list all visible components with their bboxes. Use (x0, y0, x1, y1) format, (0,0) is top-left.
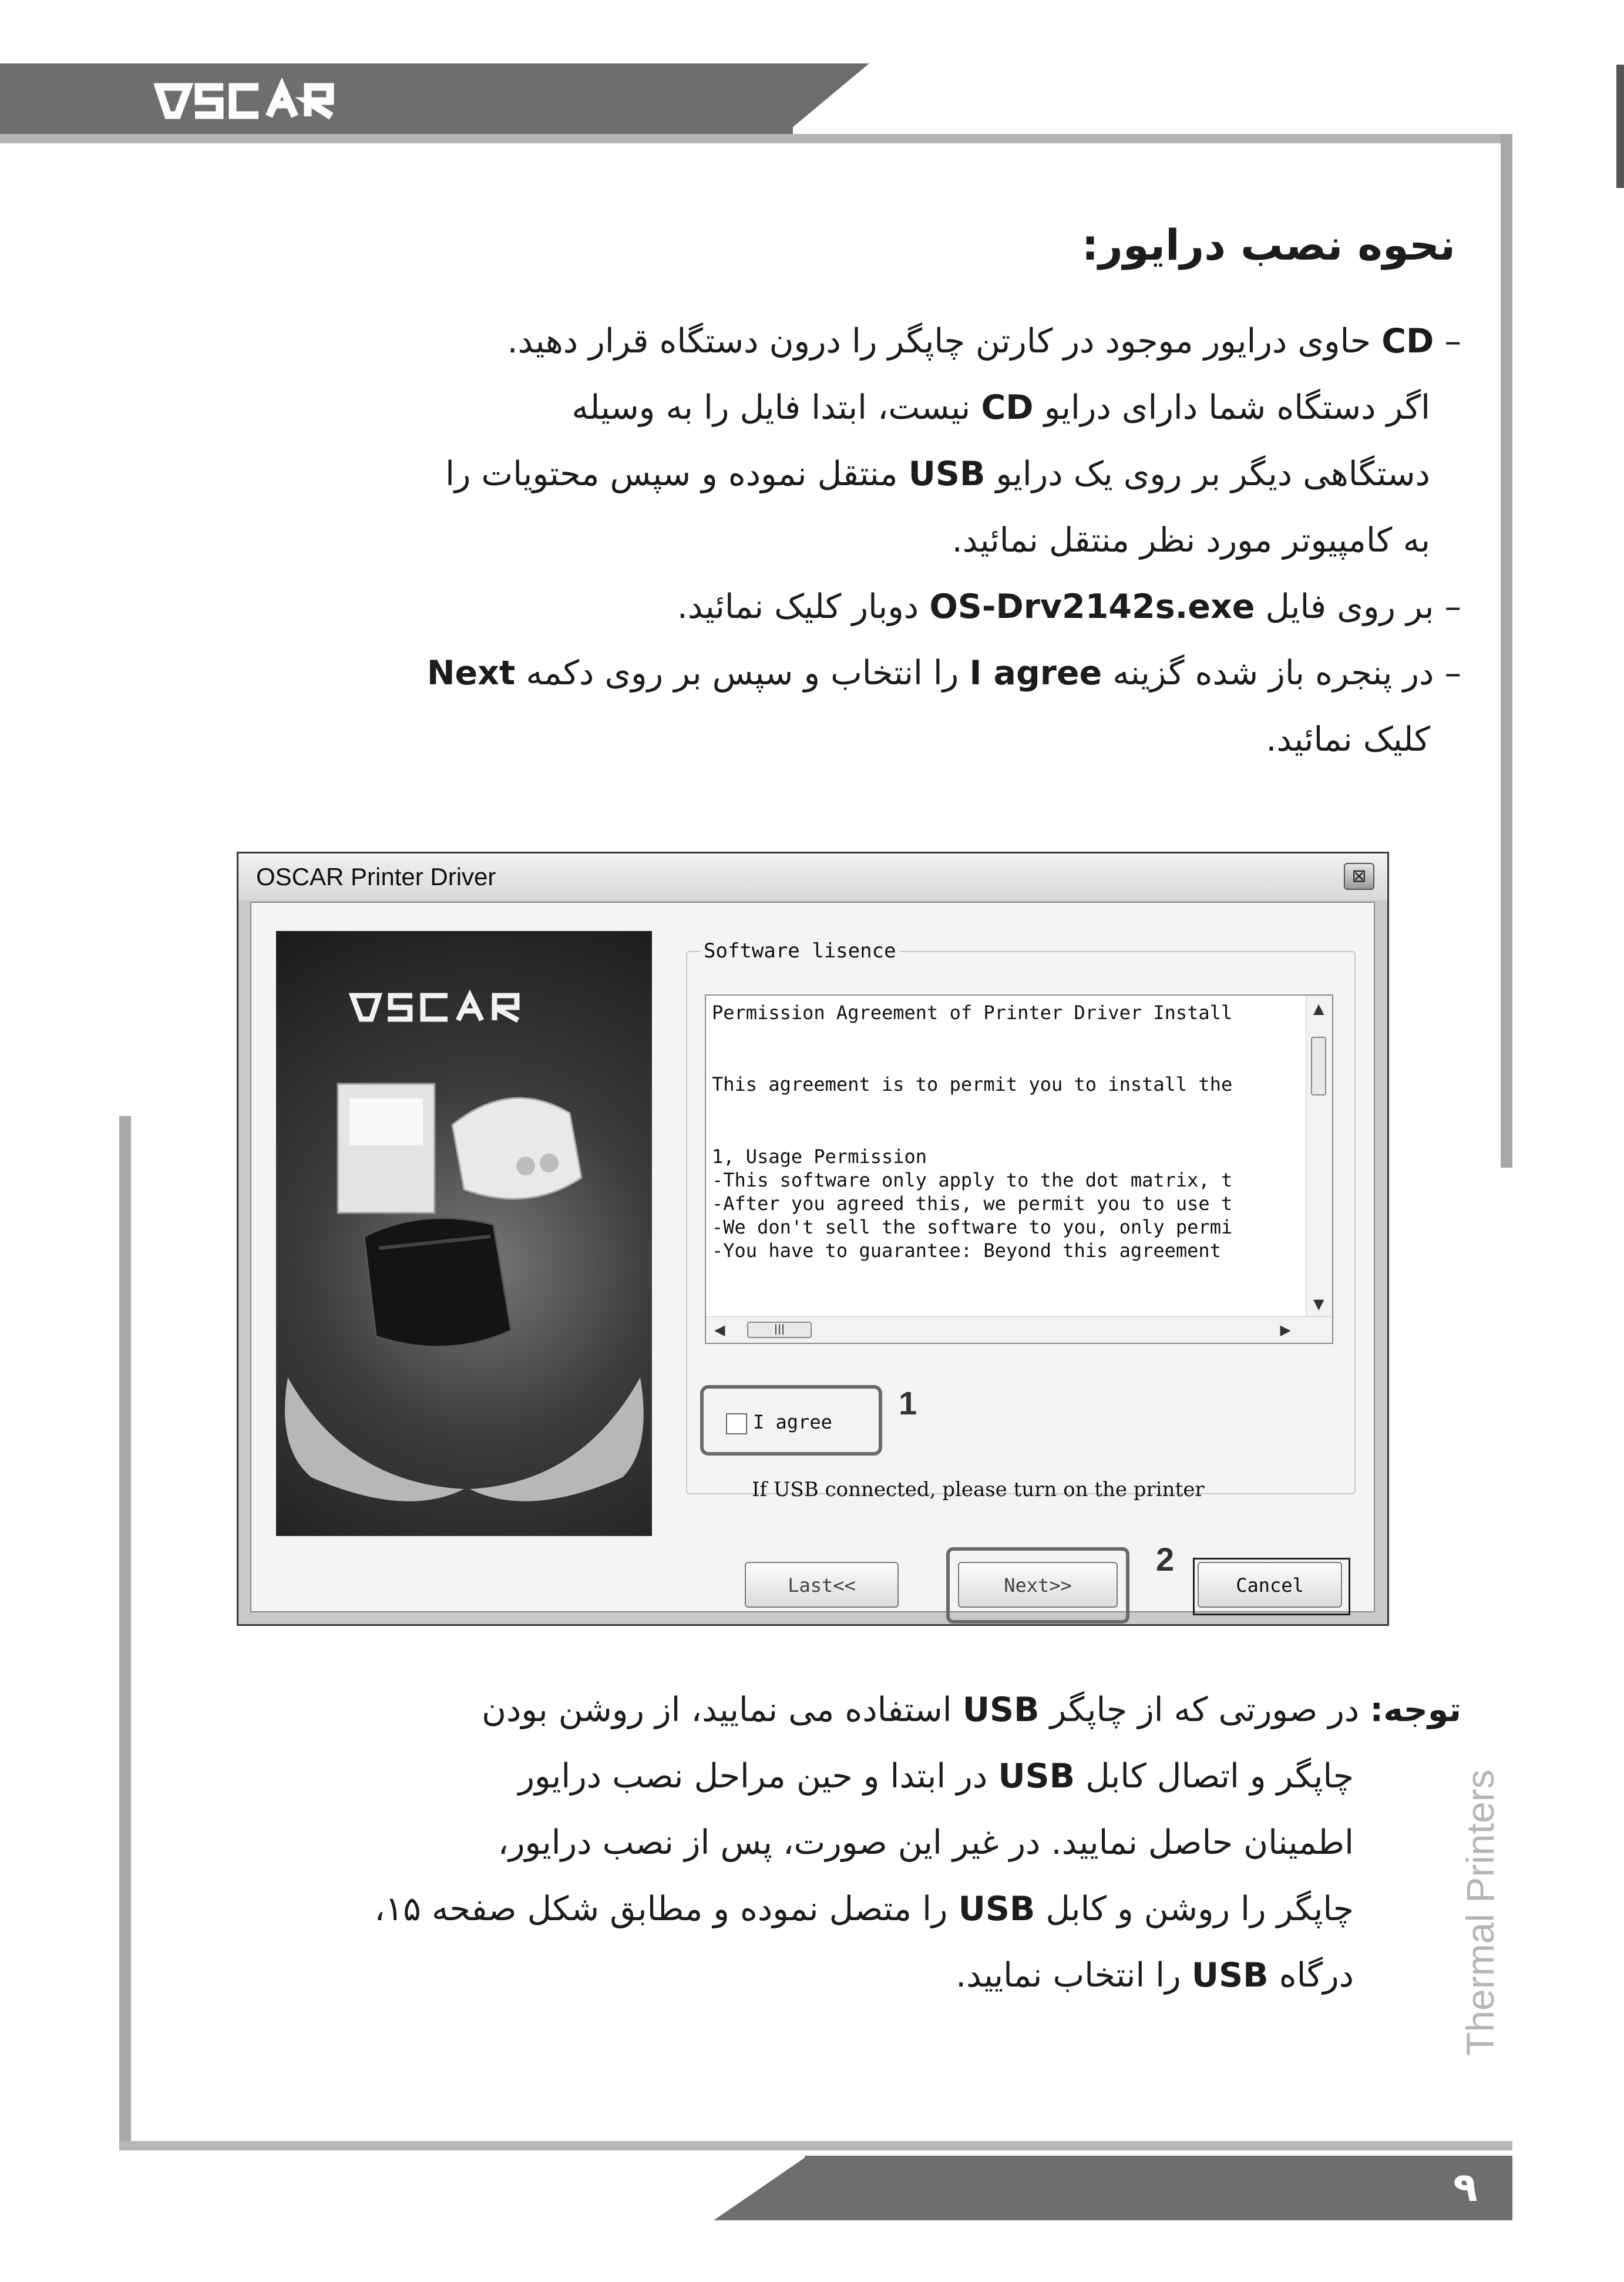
usb-term: USB (998, 1757, 1075, 1796)
note-line4 (32, 1876, 1354, 1942)
scroll-up-icon[interactable]: ▲ (1313, 1000, 1324, 1017)
next-button[interactable]: Next>> (958, 1562, 1118, 1608)
driver-file-name: OS-Drv2142s.exe (929, 587, 1255, 626)
side-label: Thermal Printers (1458, 1769, 1502, 2056)
step2-text-b: دوبار کلیک نمائید. (677, 587, 919, 626)
note-line2 (32, 1743, 1354, 1810)
right-frame-bar (1501, 134, 1512, 1168)
step1-text-c: نیست، ابتدا فایل را به وسیله (571, 388, 971, 427)
oscar-logo (154, 69, 365, 131)
vertical-scroll-thumb[interactable] (1311, 1037, 1326, 1095)
i-agree-label[interactable]: I agree (753, 1411, 832, 1433)
note-text: چاپگر و اتصال کابل (1085, 1757, 1354, 1796)
step1-text-d: دستگاهی دیگر بر روی یک درایو (996, 455, 1430, 493)
license-line: -After you agreed this, we permit you to use t (712, 1192, 1233, 1215)
step1-text-f: به کامپیوتر مورد نظر منتقل نمائید. (951, 521, 1430, 560)
i-agree-checkbox[interactable] (726, 1413, 747, 1434)
usb-term: USB (908, 455, 986, 493)
step2-line (140, 574, 1461, 640)
note-text: در ابتدا و حین مراحل نصب درایور (518, 1757, 988, 1796)
step3-text-c: کلیک نمائید. (1266, 720, 1430, 759)
dialog-title-bar (238, 853, 1387, 900)
note-line5 (32, 1942, 1354, 2009)
usb-term: USB (958, 1890, 1035, 1928)
printer-products-illustration (276, 931, 652, 1536)
note-text: را انتخاب نمایید. (956, 1956, 1181, 1995)
i-agree-term: I agree (969, 654, 1102, 693)
scroll-left-icon[interactable]: ◀ (714, 1322, 725, 1338)
next-term: Next (426, 654, 516, 693)
license-line: 1, Usage Permission (712, 1145, 927, 1168)
page-number: ۹ (1453, 2165, 1478, 2211)
callout-number-2: 2 (1156, 1541, 1175, 1578)
note-line1 (140, 1677, 1461, 1743)
license-legend: Software lisence (700, 939, 900, 963)
step1-line3 (109, 441, 1430, 508)
step1-line4 (109, 508, 1430, 574)
header-rule (0, 134, 1512, 143)
cd-term: CD (1381, 322, 1434, 361)
page-edge-stripe (1616, 65, 1624, 188)
step2-text-a: بر روی فایل (1265, 587, 1434, 626)
step3-line2 (109, 707, 1430, 773)
callout-number-1: 1 (899, 1384, 917, 1421)
cancel-button[interactable]: Cancel (1198, 1562, 1342, 1608)
note-text: را متصل نموده و مطابق شکل صفحه ۱۵، (374, 1890, 948, 1928)
installer-dialog-screenshot (237, 852, 1389, 1626)
usb-note: If USB connected, please turn on the printer (752, 1478, 1205, 1501)
step1-line1 (140, 308, 1461, 375)
vertical-scrollbar[interactable] (1306, 996, 1332, 1343)
bullet: – (1444, 654, 1461, 693)
license-line: -This software only apply to the dot matrix, t (712, 1169, 1233, 1191)
bullet: – (1444, 322, 1461, 361)
scroll-down-icon[interactable]: ▼ (1313, 1296, 1324, 1312)
scroll-right-icon[interactable]: ▶ (1280, 1322, 1291, 1338)
note-line3 (32, 1810, 1354, 1876)
horizontal-scrollbar[interactable] (706, 1316, 1332, 1343)
step1-text-e: منتقل نموده و سپس محتویات را (445, 455, 898, 493)
note-label: توجه: (1370, 1691, 1461, 1729)
close-icon[interactable]: ⊠ (1344, 863, 1374, 890)
promo-image (276, 931, 652, 1536)
license-line: This agreement is to permit you to install the (712, 1073, 1233, 1095)
footer-band-wedge (714, 2156, 808, 2220)
note-text: استفاده می نمایید، از روشن بودن (482, 1691, 952, 1729)
horizontal-scroll-thumb[interactable]: ||| (747, 1322, 812, 1338)
license-line: -We don't sell the software to you, only permi (712, 1216, 1233, 1238)
header-band (0, 63, 793, 137)
license-line: Permission Agreement of Printer Driver Install (712, 1001, 1233, 1024)
note-text: درگاه (1279, 1956, 1354, 1995)
i-agree-highlight (700, 1385, 882, 1456)
step1-text-a: حاوی درایور موجود در کارتن چاپگر را درون دستگاه قرار دهید. (507, 322, 1371, 361)
dialog-client-area (250, 902, 1375, 1612)
step3-text-b: را انتخاب و سپس بر روی دکمه (526, 654, 959, 693)
header-band-wedge (781, 63, 869, 137)
footer-rule (119, 2141, 1512, 2150)
license-group (686, 939, 1356, 1501)
note-text: چاپگر را روشن و کابل (1045, 1890, 1354, 1928)
usb-term: USB (1191, 1956, 1269, 1995)
step1-text-b: اگر دستگاه شما دارای درایو (1044, 388, 1430, 427)
step3-line1 (140, 640, 1461, 707)
page-heading: نحوه نصب درایور: (1081, 220, 1455, 270)
step1-line2 (109, 375, 1430, 441)
step3-text-a: در پنجره باز شده گزینه (1112, 654, 1434, 693)
note-text: در صورتی که از چاپگر (1050, 1691, 1360, 1729)
license-line: -You have to guarantee: Beyond this agreement (712, 1239, 1221, 1262)
note-text: اطمینان حاصل نمایید. در غیر این صورت، پس از نصب درایور، (497, 1823, 1354, 1862)
footer-band (805, 2156, 1512, 2220)
dialog-title: OSCAR Printer Driver (256, 863, 496, 890)
license-textbox[interactable] (705, 994, 1333, 1344)
bullet: – (1444, 587, 1461, 626)
last-button[interactable]: Last<< (745, 1562, 899, 1608)
usb-term: USB (962, 1691, 1040, 1729)
cd-term: CD (981, 388, 1034, 427)
